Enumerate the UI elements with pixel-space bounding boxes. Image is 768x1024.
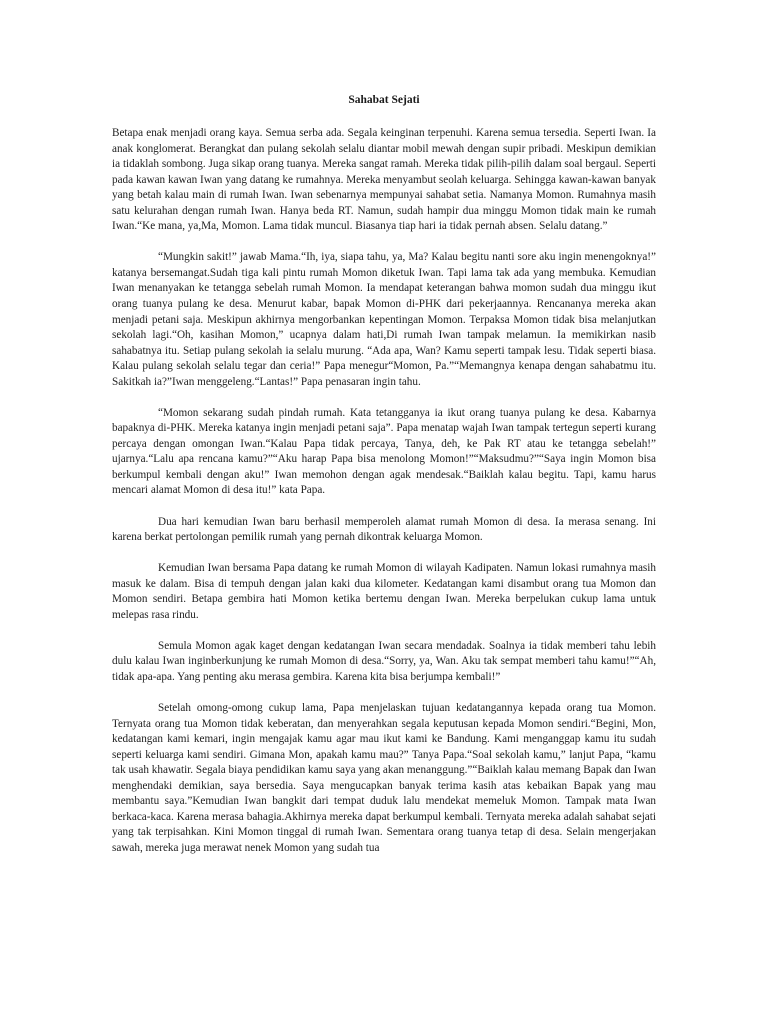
paragraph-6: Semula Momon agak kaget dengan kedatangan Iwan secara mendadak. Soalnya ia tidak memberi tahu lebih dulu kalau Iwan inginberkunjung ke rumah Momon di desa.“Sorry, ya, Wan. Aku tak sempat memberi tahu kamu!”“Ah, tidak apa-apa. Yang penting aku merasa gembira. Karena kita bisa berjumpa kembali!” <box>112 639 656 683</box>
paragraph-5: Kemudian Iwan bersama Papa datang ke rumah Momon di wilayah Kadipaten. Namun lokasi rumahnya masih masuk ke dalam. Bisa di tempuh dengan jalan kaki dua kilometer. Kedatangan kami disambut orang tua Momon dan Momon sendiri. Betapa gembira hati Momon ketika bertemu dengan Iwan. Mereka berpelukan cukup lama untuk melepas rasa rindu. <box>112 562 656 621</box>
paragraph-3: “Momon sekarang sudah pindah rumah. Kata tetangganya ia ikut orang tuanya pulang ke desa. Kabarnya bapaknya di-PHK. Mereka katanya ingin menjadi petani saja”. Papa menatap wajah Iwan tampak tertegun seperti kurang percaya dengan omongan Iwan.“Kalau Papa tidak percaya, Tanya, deh, ke Pak RT atau ke tetangga sebelah!” ujarnya.“Lalu apa rencana kamu?”“Aku harap Papa bisa menolong Momon!”“Maksudmu?”“Saya ingin Momon bisa berkumpul kembali dengan aku!” Iwan memohon dengan agak mendesak.“Baiklah kalau begitu. Tapi, kamu harus mencari alamat Momon di desa itu!” kata Papa. <box>112 406 656 497</box>
paragraph-1: Betapa enak menjadi orang kaya. Semua serba ada. Segala keinginan terpenuhi. Karena semua tersedia. Seperti Iwan. Ia anak konglomerat. Berangkat dan pulang sekolah selalu diantar mobil mewah dengan supir pribadi. Meskipun demikian ia tidaklah sombong. Juga sikap orang tuanya. Mereka sangat ramah. Mereka tidak pilih-pilih dalam soal bergaul. Seperti pada kawan kawan Iwan yang datang ke rumahnya. Mereka menyambut seolah keluarga. Sehingga kawan-kawan banyak yang betah kalau main di rumah Iwan. Iwan sebenarnya mempunyai sahabat setia. Namanya Momon. Rumahnya masih satu kelurahan dengan rumah Iwan. Hanya beda RT. Namun, sudah hampir dua minggu Momon tidak main ke rumah Iwan.“Ke mana, ya,Ma, Momon. Lama tidak muncul. Biasanya tiap hari ia tidak pernah absen. Selalu datang.” <box>112 127 656 233</box>
paragraph-7: Setelah omong-omong cukup lama, Papa menjelaskan tujuan kedatangannya kepada orang tua Momon. Ternyata orang tua Momon tidak keberatan, dan menyerahkan segala keputusan kepada Momon sendiri.“Begini, Mon, kedatangan kami kemari, ingin mengajak kamu agar mau ikut kami ke Bandung. Kami menganggap kamu itu sudah seperti keluarga kami sendiri. Gimana Mon, apakah kamu mau?” Tanya Papa.“Soal sekolah kamu,” lanjut Papa, “kamu tak usah khawatir. Segala biaya pendidikan kamu saya yang akan menanggung.”“Baiklah kalau memang Bapak dan Iwan menghendaki demikian, saya bersedia. Saya mengucapkan banyak terima kasih atas kebaikan Bapak yang mau membantu saya.”Kemudian Iwan bangkit dari tempat duduk lalu mendekat memeluk Momon. Tampak mata Iwan berkaca-kaca. Karena merasa bahagia.Akhirnya mereka dapat berkumpul kembali. Ternyata mereka adalah sahabat sejati yang tak terpisahkan. Kini Momon tinggal di rumah Iwan. Sementara orang tuanya tetap di desa. Selain mengerjakan sawah, mereka juga merawat nenek Momon yang sudah tua <box>112 701 656 854</box>
document-body <box>112 126 656 872</box>
paragraph-4: Dua hari kemudian Iwan baru berhasil memperoleh alamat rumah Momon di desa. Ia merasa senang. Ini karena berkat pertolongan pemilik rumah yang pernah dikontrak keluarga Momon. <box>112 515 656 544</box>
paragraph-2: “Mungkin sakit!” jawab Mama.“Ih, iya, siapa tahu, ya, Ma? Kalau begitu nanti sore aku ingin menengoknya!” katanya bersemangat.Sudah tiga kali pintu rumah Momon diketuk Iwan. Tapi lama tak ada yang membuka. Kemudian Iwan menanyakan ke tetangga sebelah rumah Momon. Ia mendapat keterangan bahwa momon sudah dua minggu ikut orang tuanya pulang ke desa. Menurut kabar, bapak Momon di-PHK dari pekerjaannya. Rencananya mereka akan menjadi petani saja. Meskipun akhirnya mengorbankan kepentingan Momon. Terpaksa Momon tidak bisa melanjutkan sekolah lagi.“Oh, kasihan Momon,” ucapnya dalam hati,Di rumah Iwan tampak melamun. Ia memikirkan nasib sahabatnya itu. Setiap pulang sekolah ia selalu murung. “Ada apa, Wan? Kamu seperti tampak lesu. Tidak seperti biasa. Kalau pulang sekolah selalu tegar dan ceria!” Papa menegur“Momon, Pa.”“Memangnya kenapa dengan sahabatmu itu. Sakitkah ia?”Iwan menggeleng.“Lantas!” Papa penasaran ingin tahu. <box>112 251 656 388</box>
document-title: Sahabat Sejati <box>348 94 420 106</box>
